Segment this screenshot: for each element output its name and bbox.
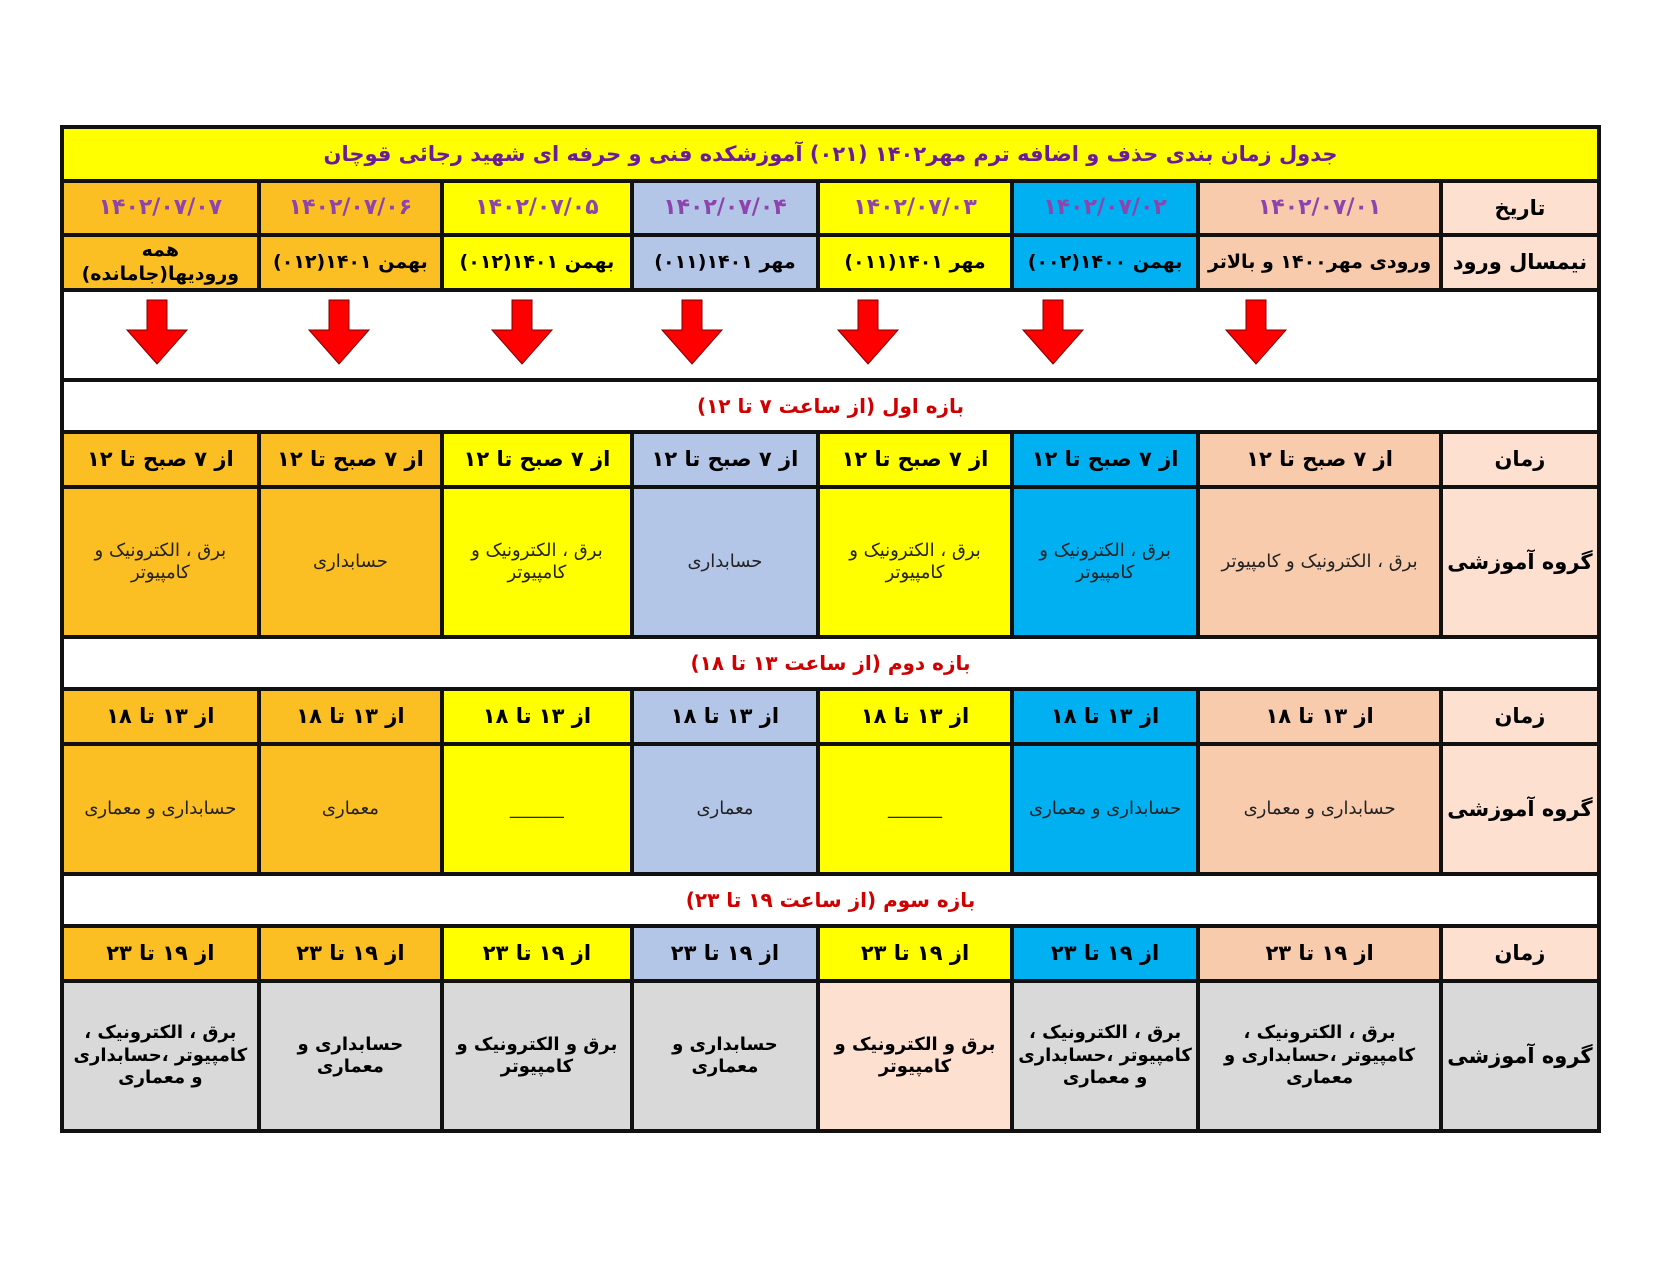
time-cell: از ۱۳ تا ۱۸ (632, 689, 819, 744)
group-cell: ______ (818, 744, 1012, 874)
group-cell: برق ، الکترونیک و کامپیوتر (442, 487, 632, 637)
time-row (62, 926, 1599, 981)
date-cell: ۱۴۰۲/۰۷/۰۵ (442, 181, 632, 235)
date-cell: ۱۴۰۲/۰۷/۰۴ (632, 181, 819, 235)
entry-cell: مهر ۱۴۰۱(۰۱۱) (818, 235, 1012, 290)
time-cell: از ۱۳ تا ۱۸ (1198, 689, 1441, 744)
group-row (62, 744, 1599, 874)
time-row (62, 689, 1599, 744)
arrows-graphic (64, 294, 1597, 376)
group-cell: حسابداری (632, 487, 819, 637)
down-arrow-icon (838, 300, 898, 364)
date-cell: ۱۴۰۲/۰۷/۰۷ (62, 181, 259, 235)
group-cell: برق ، الکترونیک ، کامپیوتر ،حسابداری و معماری (1012, 981, 1199, 1131)
period-heading: بازه دوم (از ساعت ۱۳ تا ۱۸) (62, 637, 1599, 689)
time-cell: از ۱۹ تا ۲۳ (818, 926, 1012, 981)
arrow-strip (62, 290, 1599, 380)
period-heading-row (62, 874, 1599, 926)
time-cell: از ۷ صبح تا ۱۲ (259, 432, 442, 487)
group-cell: برق ، الکترونیک و کامپیوتر (818, 487, 1012, 637)
date-cell: ۱۴۰۲/۰۷/۰۳ (818, 181, 1012, 235)
group-label: گروه آموزشی (1441, 487, 1599, 637)
time-cell: از ۱۳ تا ۱۸ (442, 689, 632, 744)
group-cell: حسابداری (259, 487, 442, 637)
time-label: زمان (1441, 926, 1599, 981)
title-row (62, 127, 1599, 181)
group-cell: حسابداری و معماری (259, 981, 442, 1131)
time-cell: از ۷ صبح تا ۱۲ (1198, 432, 1441, 487)
group-cell: برق ، الکترونیک و کامپیوتر (1012, 487, 1199, 637)
group-cell: برق ، الکترونیک و کامپیوتر (1198, 487, 1441, 637)
table-title: جدول زمان بندی حذف و اضافه ترم مهر۱۴۰۲ (۰۲۱) آموزشکده فنی و حرفه ای شهید رجائی قوچان (62, 127, 1599, 181)
entry-cell: بهمن ۱۴۰۱(۰۱۲) (442, 235, 632, 290)
time-cell: از ۷ صبح تا ۱۲ (818, 432, 1012, 487)
group-cell: حسابداری و معماری (1198, 744, 1441, 874)
time-cell: از ۷ صبح تا ۱۲ (632, 432, 819, 487)
date-label: تاریخ (1441, 181, 1599, 235)
group-cell: حسابداری و معماری (632, 981, 819, 1131)
group-cell: برق و الکترونیک و کامپیوتر (442, 981, 632, 1131)
down-arrow-icon (1226, 300, 1286, 364)
date-cell: ۱۴۰۲/۰۷/۰۶ (259, 181, 442, 235)
group-cell: معماری (259, 744, 442, 874)
group-cell: معماری (632, 744, 819, 874)
time-cell: از ۱۹ تا ۲۳ (632, 926, 819, 981)
time-cell: از ۷ صبح تا ۱۲ (442, 432, 632, 487)
schedule-table (60, 125, 1601, 1133)
date-cell: ۱۴۰۲/۰۷/۰۲ (1012, 181, 1199, 235)
entry-cell: بهمن ۱۴۰۰(۰۰۲) (1012, 235, 1199, 290)
time-row (62, 432, 1599, 487)
group-cell: برق ، الکترونیک و کامپیوتر (62, 487, 259, 637)
period-heading-row (62, 380, 1599, 432)
time-cell: از ۱۳ تا ۱۸ (1012, 689, 1199, 744)
entry-cell: بهمن ۱۴۰۱(۰۱۲) (259, 235, 442, 290)
group-cell: برق ، الکترونیک ، کامپیوتر ،حسابداری و معماری (1198, 981, 1441, 1131)
down-arrow-icon (1023, 300, 1083, 364)
time-cell: از ۱۳ تا ۱۸ (818, 689, 1012, 744)
down-arrow-icon (309, 300, 369, 364)
entry-cell: مهر ۱۴۰۱(۰۱۱) (632, 235, 819, 290)
time-cell: از ۱۹ تا ۲۳ (1012, 926, 1199, 981)
period-heading-row (62, 637, 1599, 689)
time-cell: از ۱۹ تا ۲۳ (1198, 926, 1441, 981)
time-cell: از ۱۹ تا ۲۳ (259, 926, 442, 981)
time-cell: از ۱۳ تا ۱۸ (62, 689, 259, 744)
entry-cell: ورودی مهر۱۴۰۰ و بالاتر (1198, 235, 1441, 290)
time-cell: از ۷ صبح تا ۱۲ (62, 432, 259, 487)
group-cell: حسابداری و معماری (1012, 744, 1199, 874)
period-heading: بازه اول (از ساعت ۷ تا ۱۲) (62, 380, 1599, 432)
group-cell: ______ (442, 744, 632, 874)
down-arrow-icon (662, 300, 722, 364)
time-cell: از ۱۹ تا ۲۳ (442, 926, 632, 981)
arrow-row (62, 290, 1599, 380)
group-row (62, 487, 1599, 637)
date-row (62, 181, 1599, 235)
down-arrow-icon (127, 300, 187, 364)
group-label: گروه آموزشی (1441, 744, 1599, 874)
period-heading: بازه سوم (از ساعت ۱۹ تا ۲۳) (62, 874, 1599, 926)
time-label: زمان (1441, 432, 1599, 487)
entry-label: نیمسال ورود (1441, 235, 1599, 290)
group-cell: برق ، الکترونیک ، کامپیوتر ،حسابداری و معماری (62, 981, 259, 1131)
entry-cell: همه ورودیها(جامانده) (62, 235, 259, 290)
date-cell: ۱۴۰۲/۰۷/۰۱ (1198, 181, 1441, 235)
time-label: زمان (1441, 689, 1599, 744)
time-cell: از ۱۹ تا ۲۳ (62, 926, 259, 981)
down-arrow-icon (492, 300, 552, 364)
group-cell: برق و الکترونیک و کامپیوتر (818, 981, 1012, 1131)
group-label: گروه آموزشی (1441, 981, 1599, 1131)
time-cell: از ۱۳ تا ۱۸ (259, 689, 442, 744)
group-cell: حسابداری و معماری (62, 744, 259, 874)
entry-row (62, 235, 1599, 290)
group-row (62, 981, 1599, 1131)
time-cell: از ۷ صبح تا ۱۲ (1012, 432, 1199, 487)
